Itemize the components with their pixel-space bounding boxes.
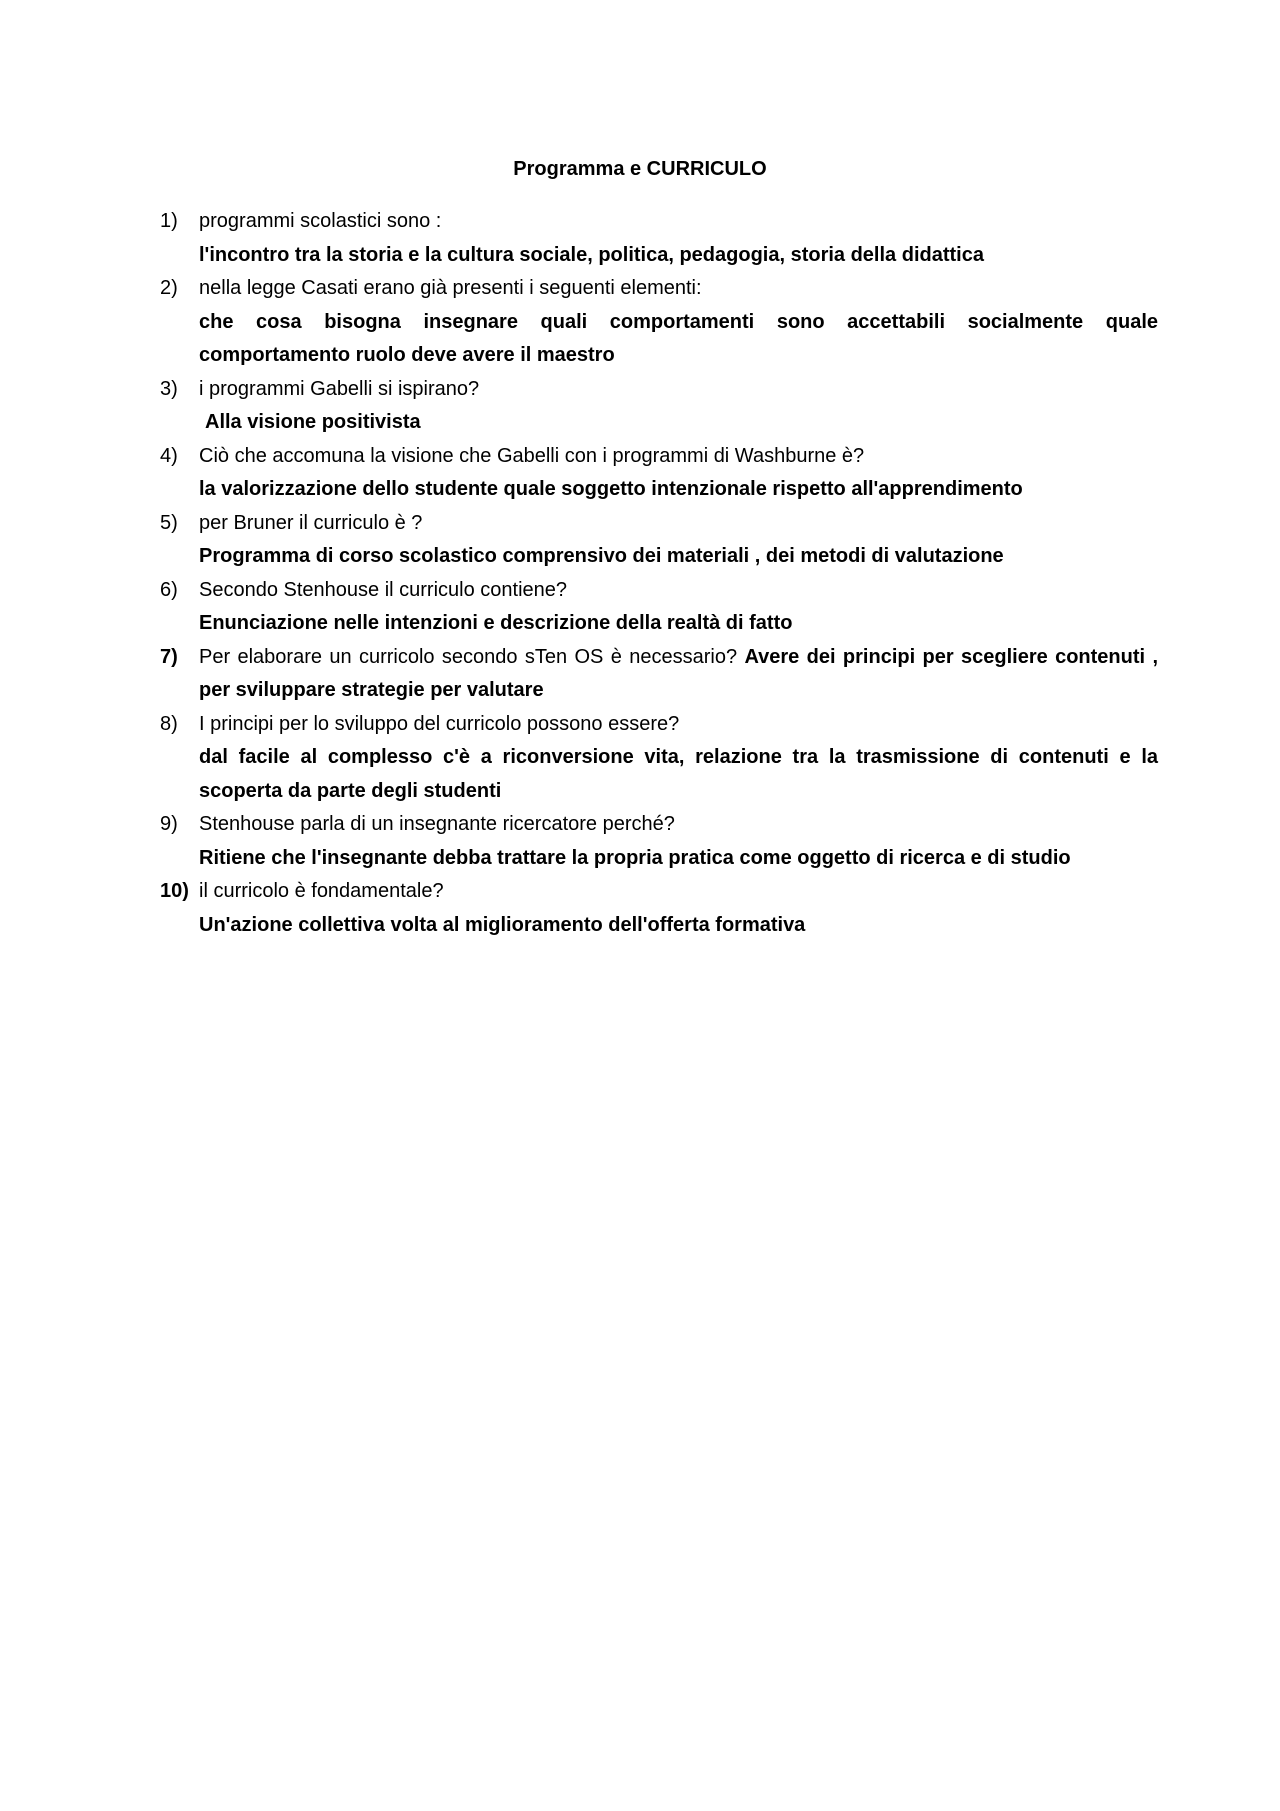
answer-text: Alla visione positivista (205, 411, 421, 433)
item-number: 10) (160, 880, 189, 902)
answer-text: la valorizzazione dello studente quale soggetto intenzionale rispetto all'apprendimento (199, 478, 1023, 500)
answer-text: Avere dei principi per scegliere contenuti , per sviluppare strategie per valutare (199, 645, 1159, 701)
answer-text: dal facile al complesso c'è a riconversione vita, relazione tra la trasmissione di contenuti e la scoperta da parte degli studenti (199, 746, 1158, 802)
list-item (160, 808, 1158, 875)
question-text: nella legge Casati erano già presenti i seguenti elementi: (199, 277, 702, 299)
item-number: 1) (160, 210, 178, 232)
item-number: 9) (160, 813, 178, 835)
answer-text: Ritiene che l'insegnante debba trattare la propria pratica come oggetto di ricerca e di studio (199, 846, 1071, 869)
list-item (160, 272, 1158, 373)
list-item (160, 574, 1158, 641)
list-item (160, 507, 1158, 574)
answer-text: che cosa bisogna insegnare quali comportamenti sono accettabili socialmente quale comportamento ruolo deve avere il maestro (199, 310, 1158, 366)
list-item (160, 641, 1158, 708)
list-item (160, 708, 1158, 809)
question-answer-list (160, 205, 1158, 942)
list-item (160, 373, 1158, 440)
item-number: 4) (160, 444, 178, 467)
list-item (160, 205, 1158, 272)
item-number: 5) (160, 511, 178, 534)
item-number: 7) (160, 645, 178, 668)
list-item (160, 440, 1158, 507)
question-with-answer (199, 641, 1158, 708)
question-text: Per elaborare un curricolo secondo sTen OS è necessario? (199, 645, 738, 668)
item-number: 2) (160, 277, 178, 299)
item-number: 8) (160, 712, 178, 735)
item-number: 3) (160, 377, 178, 400)
question-text: il curricolo è fondamentale? (199, 880, 444, 902)
question-text: programmi scolastici sono : (199, 210, 442, 232)
question-text: i programmi Gabelli si ispirano? (199, 377, 480, 400)
item-number: 6) (160, 578, 178, 601)
question-text: Stenhouse parla di un insegnante ricercatore perché? (199, 813, 675, 835)
answer-text: Programma di corso scolastico comprensivo dei materiali , dei metodi di valutazione (199, 545, 1004, 567)
list-item (160, 875, 1158, 942)
question-text: I principi per lo sviluppo del curricolo possono essere? (199, 712, 680, 735)
question-text: Ciò che accomuna la visione che Gabelli con i programmi di Washburne è? (199, 444, 865, 467)
question-text: Secondo Stenhouse il curriculo contiene? (199, 578, 568, 601)
page-title: Programma e CURRICULO (513, 158, 767, 180)
answer-text: Un'azione collettiva volta al miglioramento dell'offerta formativa (199, 913, 806, 936)
question-text: per Bruner il curriculo è ? (199, 511, 423, 534)
answer-text: l'incontro tra la storia e la cultura sociale, politica, pedagogia, storia della didattica (199, 243, 984, 266)
answer-text: Enunciazione nelle intenzioni e descrizione della realtà di fatto (199, 612, 793, 634)
